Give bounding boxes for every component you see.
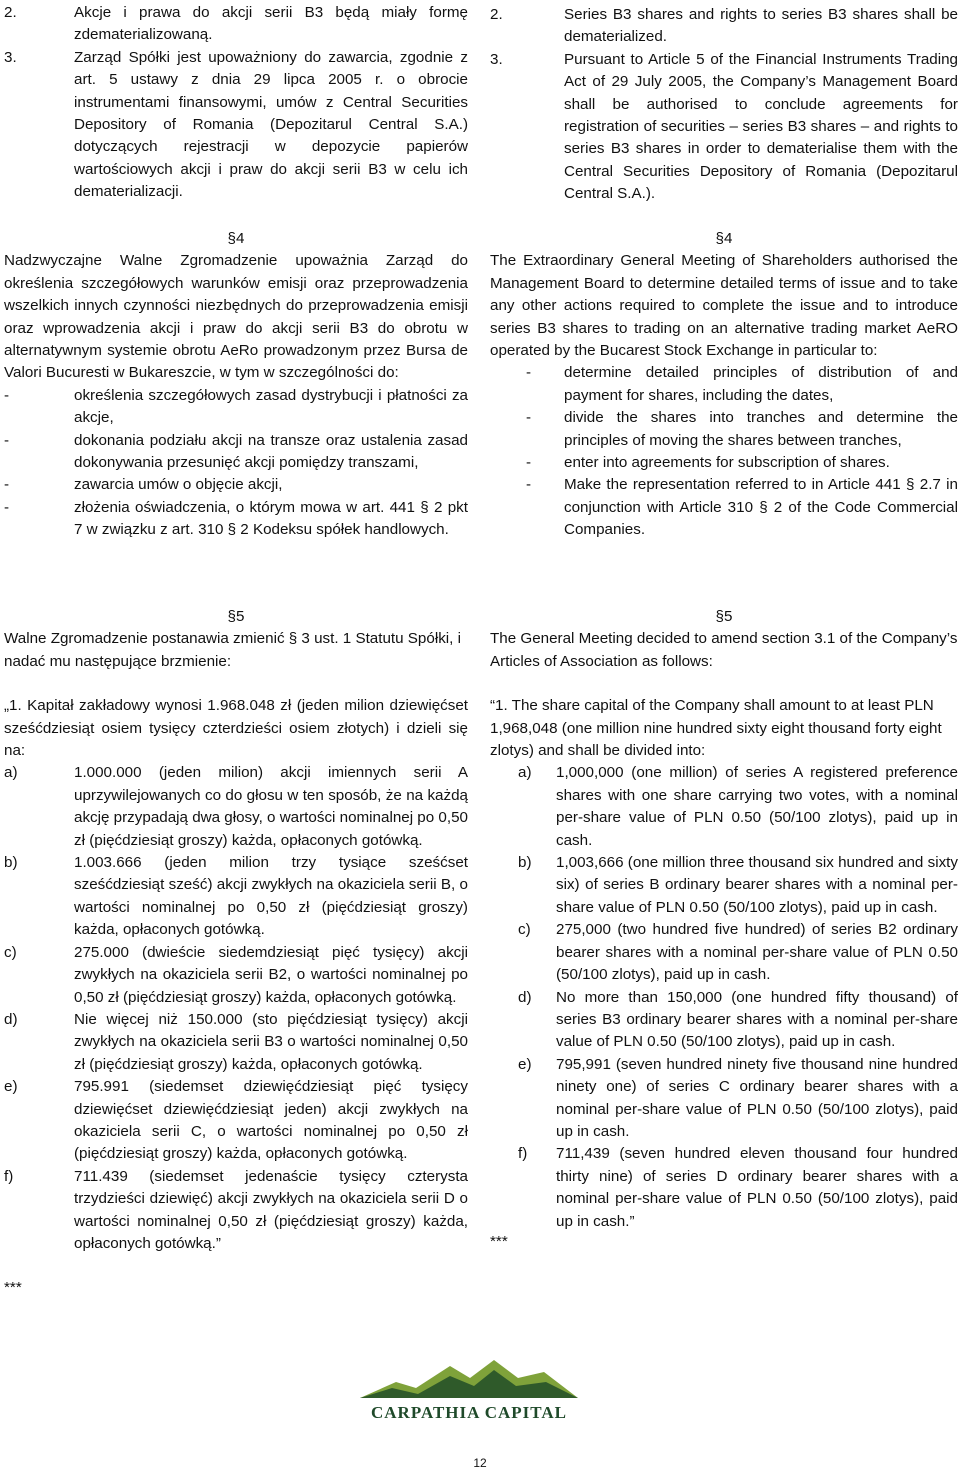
item-letter: c): [4, 943, 17, 961]
item-number: 3.: [4, 48, 17, 66]
item-text: 1,003,666 (one million three thousand six hundred and sixty six) of series B ordinary bearer shares with a nominal per-share value of PLN 0.50 (50/100 zlotys), paid up in cash.: [556, 854, 958, 916]
list-item: [490, 1143, 958, 1233]
item-letter: f): [4, 1167, 14, 1185]
list-item: [490, 852, 958, 919]
item-text: 275,000 (two hundred five hundred) of series B2 ordinary bearer shares with a nominal per-share value of PLN 0.50 (50/100 zlotys), paid up in cash.: [556, 921, 958, 984]
list-item: [490, 452, 958, 474]
right-section-5: [490, 606, 958, 1253]
list-item: [4, 430, 468, 475]
list-item: [4, 762, 468, 852]
item-letter: a): [4, 764, 18, 782]
item-text: Akcje i prawa do akcji serii B3 będą miały formę zdematerializowaną.: [74, 4, 468, 44]
list-item: [4, 1166, 468, 1256]
item-text: 711,439 (seven hundred eleven thousand four hundred thirty nine) of series D ordinary bearer shares with a nominal per-share value of PLN 0.50 (50/100 zlotys), paid up in cash.”: [556, 1145, 958, 1230]
dash-bullet: -: [4, 431, 10, 449]
item-text: 1.000.000 (jeden milion) akcji imiennych serii A uprzywilejowanych co do głosu w ten sposób, że na każdą akcję przypadają dwa głosy, o wartości nominalnej po 0,50 zł (pięćdziesiąt groszy) każda, opłaconych gotówką.: [74, 764, 468, 849]
item-text: 795.991 (siedemset dziewięćdziesiąt pięć tysięcy dziewięćset dziewięćdziesiąt jeden) akcji zwykłych na okaziciela serii C, o wartości nominalnej po 0,50 zł (pięćdziesiąt groszy) każda, opłaconych gotówką.: [74, 1078, 468, 1163]
right-section-4: [490, 228, 958, 542]
item-text: 275.000 (dwieście siedemdziesiąt pięć tysięcy) akcji zwykłych na okaziciela serii B2, o wartości nominalnej po 0,50 zł (pięćdziesiąt groszy) każda, opłaconych gotówką.: [74, 943, 468, 1006]
quoted-article: “1. The share capital of the Company shall amount to at least PLN 1,968,048 (one million nine hundred sixty eight thousand forty eight zlotys) and shall be divided into:: [490, 697, 942, 760]
item-text: Zarząd Spółki jest upoważniony do zawarcia, zgodnie z art. 5 ustawy z dnia 29 lipca 2005 r. o obrocie instrumentami finansowymi, umów z Central Securities Depository of Romania (Depozitarul Central S.A.) dotyczących rejestracji w depozycie papierów wartościowych akcji i praw do akcji serii B3 w celu ich dematerializacji.: [74, 48, 468, 201]
item-text: dokonania podziału akcji na transze oraz ustalenia zasad dokonywania przesunięć akcji pomiędzy transzami,: [74, 431, 468, 472]
svg-text:CARPATHIA CAPITAL: CARPATHIA CAPITAL: [371, 1403, 567, 1422]
list-item: [490, 4, 958, 49]
left-section-4: [4, 228, 468, 542]
page-number: 12: [473, 1456, 487, 1470]
dash-bullet: -: [4, 386, 10, 404]
list-item: [4, 1009, 468, 1076]
section-heading: §4: [227, 230, 245, 247]
item-text: divide the shares into tranches and determine the principles of moving the shares between tranches,: [564, 409, 958, 449]
item-letter: d): [518, 988, 532, 1006]
right-top-section: [490, 4, 958, 206]
item-letter: a): [518, 764, 532, 782]
section-heading: §5: [227, 608, 245, 625]
list-item: [4, 474, 468, 496]
item-text: złożenia oświadczenia, o którym mowa w art. 441 § 2 pkt 7 w związku z art. 310 § 2 Kodeksu spółek handlowych.: [74, 498, 468, 539]
carpathia-capital-logo: [358, 1352, 580, 1424]
section-intro: Walne Zgromadzenie postanawia zmienić § 3 ust. 1 Statutu Spółki, i nadać mu następujące brzmienie:: [4, 630, 461, 670]
item-text: Series B3 shares and rights to series B3 shares shall be dematerialized.: [564, 6, 958, 46]
separator-stars: ***: [490, 1232, 508, 1250]
list-item: [490, 987, 958, 1054]
item-text: określenia szczegółowych zasad dystrybucji i płatności za akcje,: [74, 386, 468, 427]
dash-bullet: -: [526, 476, 532, 494]
item-letter: d): [4, 1010, 18, 1028]
item-number: 2.: [4, 4, 17, 21]
dash-bullet: -: [526, 454, 532, 472]
list-item: [490, 474, 958, 541]
item-text: zawarcia umów o objęcie akcji,: [74, 476, 283, 494]
list-item: [490, 407, 958, 452]
dash-bullet: -: [4, 476, 10, 494]
item-text: 1,000,000 (one million) of series A registered preference shares with one share carrying two votes, with a nominal per-share value of PLN 0.50 (50/100 zlotys), paid up in cash.: [556, 764, 958, 849]
item-text: Make the representation referred to in Article 441 § 2.7 in conjunction with Article 310 § 2 of the Code Commercial Companies.: [564, 476, 958, 539]
section-heading: §4: [715, 230, 733, 247]
item-text: No more than 150,000 (one hundred fifty thousand) of series B3 ordinary bearer shares with a nominal per-share value of PLN 0.50 (50/100 zlotys), paid up in cash.: [556, 988, 958, 1051]
item-letter: e): [518, 1055, 532, 1073]
item-text: Pursuant to Article 5 of the Financial Instruments Trading Act of 29 July 2005, the Company’s Management Board shall be authorised to conclude agreements for registration of securities – series B3 shares – and rights to series B3 shares in order to dematerialise them with the Central Securities Depository of Romania (Depozitarul Central S.A.).: [564, 50, 958, 203]
item-number: 2.: [490, 6, 503, 23]
item-text: determine detailed principles of distribution of and payment for shares, including the dates,: [564, 364, 958, 404]
dash-bullet: -: [526, 364, 532, 382]
list-item: [490, 1054, 958, 1144]
dash-bullet: -: [526, 409, 532, 427]
item-text: enter into agreements for subscription of shares.: [564, 454, 890, 472]
list-item: [4, 47, 468, 204]
item-text: Nie więcej niż 150.000 (sto pięćdziesiąt tysięcy) akcji zwykłych na okaziciela serii B3 o wartości nominalnej 0,50 zł (pięćdziesiąt groszy) każda, opłaconych gotówką.: [74, 1010, 468, 1073]
section-intro: Nadzwyczajne Walne Zgromadzenie upoważnia Zarząd do określenia szczegółowych warunków emisji oraz przeprowadzenia wszelkich innych czynności niezbędnych do przeprowadzenia emisji oraz wprowadzenia akcji i praw do akcji serii B3 do obrotu w alternatywnym systemie obrotu AeRo prowadzonym przez Bursa de Valori Bucuresti w Bukareszcie, w tym w szczególności do:: [4, 252, 468, 382]
dash-bullet: -: [4, 498, 10, 516]
section-intro: The General Meeting decided to amend section 3.1 of the Company’s Articles of Association as follows:: [490, 630, 958, 670]
item-letter: e): [4, 1078, 18, 1096]
separator-stars: ***: [4, 1279, 22, 1297]
quoted-article: „1. Kapitał zakładowy wynosi 1.968.048 zł (jeden milion dziewięćset sześćdziesiąt osiem tysięcy czterdzieści osiem złotych) i dzieli się na:: [4, 697, 468, 760]
section-heading: §5: [715, 608, 733, 625]
item-text: 795,991 (seven hundred ninety five thousand nine hundred ninety one) of series C ordinary bearer shares with a nominal per-share value of PLN 0.50 (50/100 zlotys), paid up in cash.: [556, 1055, 958, 1140]
item-text: 1.003.666 (jeden milion trzy tysiące sześćset sześćdziesiąt sześć) akcji zwykłych na okaziciela serii B, o wartości nominalnej po 0,50 zł (pięćdziesiąt groszy) każda, opłaconych gotówką.: [74, 854, 468, 939]
list-item: [4, 497, 468, 542]
list-item: [4, 942, 468, 1009]
item-letter: b): [4, 854, 18, 872]
list-item: [4, 852, 468, 942]
item-letter: b): [518, 854, 532, 872]
mountain-logo-icon: [358, 1352, 580, 1424]
left-top-section: [4, 2, 468, 204]
list-item: [4, 2, 468, 47]
list-item: [490, 49, 958, 206]
list-item: [490, 919, 958, 986]
item-letter: c): [518, 921, 531, 939]
list-item: [490, 762, 958, 852]
left-section-5: [4, 606, 468, 1300]
list-item: [4, 1076, 468, 1166]
item-number: 3.: [490, 50, 503, 68]
list-item: [4, 385, 468, 430]
list-item: [490, 362, 958, 407]
item-text: 711.439 (siedemset jedenaście tysięcy czterysta trzydzieści dziewięć) akcji zwykłych na okaziciela serii D o wartości nominalnej 0,50 zł (pięćdziesiąt groszy) każda, opłaconych gotówką.”: [74, 1167, 468, 1252]
item-letter: f): [518, 1145, 528, 1163]
section-intro: The Extraordinary General Meeting of Shareholders authorised the Management Board to determine detailed terms of issue and to take any other actions required to complete the issue and to introduce series B3 shares to trading on an alternative trading market AeRO operated by the Bucarest Stock Exchange in particular to:: [490, 252, 958, 360]
